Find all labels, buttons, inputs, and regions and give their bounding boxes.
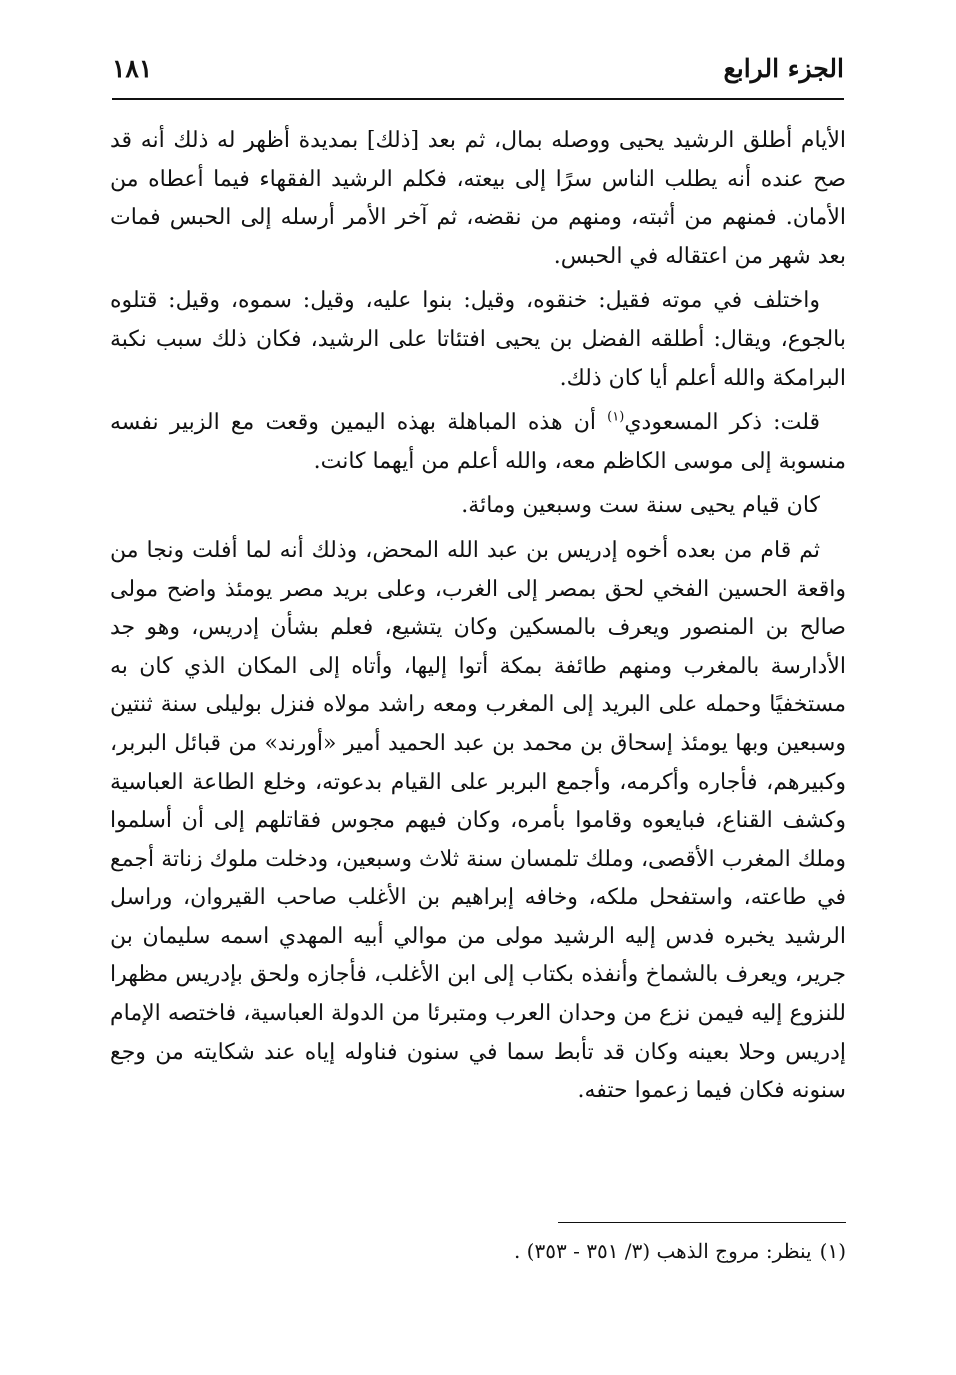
- footnote-text: ينظر: مروج الذهب (٣/ ٣٥١ - ٣٥٣) .: [513, 1239, 812, 1263]
- footnote-mark: (١): [819, 1239, 846, 1263]
- paragraph-3: [110, 404, 846, 481]
- paragraph-1: الأيام أطلق الرشيد يحيى ووصله بمال، ثم بعد [ذلك] بمديدة أظهر له ذلك أنه قد صح عنده أنه يطلب الناس سرًا إلى بيعته، فكلم الرشيد الفقهاء فيما أعطاه من الأمان. فمنهم من أثبته، ومنهم من نقضه، ثم آخر الأمر أرسله إلى الحبس فمات بعد شهر من اعتقاله في الحبس.: [110, 128, 846, 269]
- paragraph-2: واختلف في موته فقيل: خنقوه، وقيل: بنوا عليه، وقيل: سموه، وقيل: قتلوه بالجوع، ويقال: أطلقه الفضل بن يحيى افتئاتا على الرشيد، فكان ذلك سبب نكبة البرامكة والله أعلم أيا كان ذلك.: [110, 288, 846, 391]
- paragraph-3-rest: أن هذه المباهلة بهذه اليمين وقعت مع الزبير نفسه منسوبة إلى موسى الكاظم معه، والله أعلم من أيهما كانت.: [110, 410, 846, 474]
- paragraph-4: كان قيام يحيى سنة ست وسبعين ومائة.: [461, 493, 820, 519]
- main-text: [110, 122, 846, 1111]
- running-title: الجزء الرابع: [723, 54, 844, 83]
- paragraph-3-start: قلت: ذكر المسعودي: [624, 410, 820, 436]
- footnote: [110, 1236, 846, 1266]
- running-header: [112, 48, 844, 100]
- page-number: ١٨١: [112, 54, 153, 83]
- paragraph-5: ثم قام من بعده أخوه إدريس بن عبد الله المحض، وذلك أنه لما أفلت ونجا من واقعة الحسين الفخي لحق بمصر إلى الغرب، وعلى بريد مصر يومئذ واضح مولى صالح بن المنصور ويعرف بالمسكين وكان يتشيع، فعلم بشأن إدريس، وهو جد الأدارسة بالمغرب ومنهم طائفة بمكة أتوا إليها، وأتاه إلى المكان الذي كان به مستخفيًا وحمله على البريد إلى المغرب ومعه راشد مولاه فنزل بوليلى سنة ثنتين وسبعين وبها يومئذ إسحاق بن محمد بن عبد الحميد أمير «أورند» من قبائل البربر، وكبيرهم، فأجاره وأكرمه، وأجمع البربر على القيام بدعوته، وخلع الطاعة العباسية وكشف القناع، فبايعوه وقاموا بأمره، وكان فيهم مجوس فقاتلهم إلى أن أسلموا وملك المغرب الأقصى، وملك تلمسان سنة ثلاث وسبعين، ودخلت ملوك زناتة أجمع في طاعته، واستفحل ملكه، وخافه إبراهيم بن الأغلب صاحب القيروان، وراسل الرشيد يخبره فدس إليه الرشيد مولى من موالي أبيه المهدي اسمه سليمان بن جرير، ويعرف بالشماخ وأنفذه بكتاب إلى ابن الأغلب، فأجازه ولحق بإدريس مظهرا للنزوع إليه فيمن نزع من وحدان العرب ومتبرئا من الدولة العباسية، فاختصه الإمام إدريس وحلا بعينه وكان قد تأبط سما في سنون فناوله إياه عند شكايته من وجع سنونه فكان فيما زعموا حتفه.: [110, 537, 846, 1104]
- footnote-divider: [558, 1222, 846, 1223]
- footnote-reference[interactable]: (١): [607, 409, 625, 425]
